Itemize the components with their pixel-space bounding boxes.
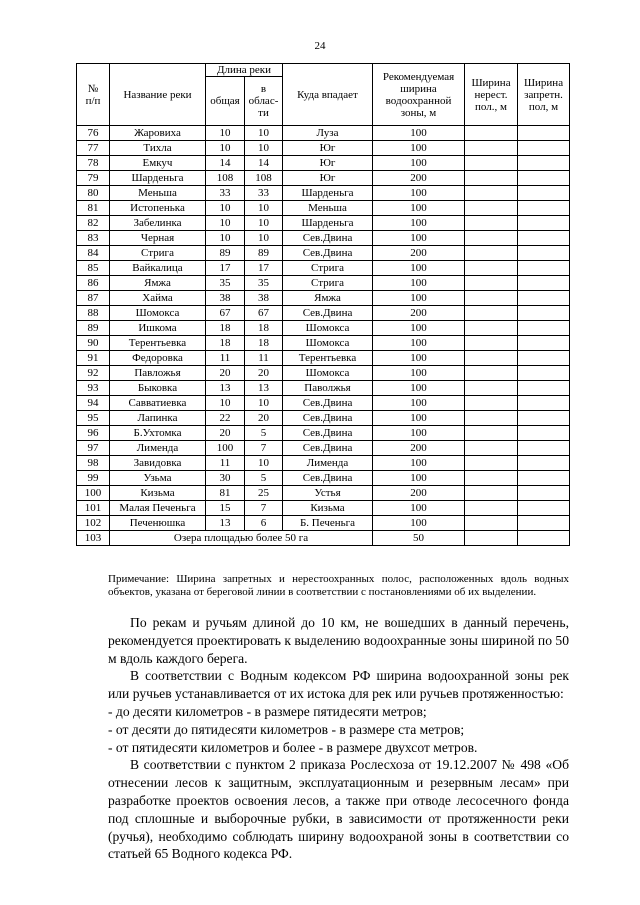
river-name: Черная [110,231,206,246]
width-forbidden [518,531,570,546]
recommended-zone: 100 [373,216,465,231]
recommended-zone: 100 [373,141,465,156]
width-forbidden [518,366,570,381]
flows-into: Шомокса [283,366,373,381]
width-forbidden [518,231,570,246]
width-nonlog [465,276,518,291]
width-nonlog [465,171,518,186]
flows-into: Луза [283,126,373,141]
recommended-zone: 100 [373,186,465,201]
row-number: 83 [77,231,110,246]
length-total: 10 [206,126,245,141]
table-row [77,321,570,336]
length-total: 10 [206,216,245,231]
recommended-zone: 100 [373,501,465,516]
river-name: Хайма [110,291,206,306]
flows-into: Ямжа [283,291,373,306]
river-name: Павложья [110,366,206,381]
row-number: 99 [77,471,110,486]
row-number: 81 [77,201,110,216]
width-nonlog [465,186,518,201]
length-region: 11 [245,351,283,366]
recommended-zone: 200 [373,486,465,501]
row-number: 86 [77,276,110,291]
flows-into: Сев.Двина [283,306,373,321]
length-total: 10 [206,396,245,411]
length-region: 89 [245,246,283,261]
length-region: 10 [245,216,283,231]
width-nonlog [465,156,518,171]
recommended-zone: 100 [373,456,465,471]
width-forbidden [518,306,570,321]
width-forbidden [518,216,570,231]
flows-into: Сев.Двина [283,246,373,261]
table-row [77,411,570,426]
recommended-zone: 200 [373,171,465,186]
river-name: Узьма [110,471,206,486]
river-name: Жаровиха [110,126,206,141]
length-region: 67 [245,306,283,321]
list-item: - до десяти километров - в размере пятидесяти метров; [108,703,427,719]
width-nonlog [465,321,518,336]
length-total: 89 [206,246,245,261]
length-total: 20 [206,426,245,441]
width-nonlog [465,201,518,216]
table-row [77,216,570,231]
paragraph: В соответствии с пунктом 2 приказа Рослесхоза от 19.12.2007 № 498 «Об отнесении лесов к защитным, эксплуатационным и резервным лесам» при разработке проектов освоения лесов, а также при отводе лесосечного фонда под сплошные и выборочные рубки, в зависимости от протяженности реки (ручья), необходимо соблюдать ширину водоохраной зоны в соответствии со статьей 65 Водного кодекса РФ. [108,757,569,862]
length-total: 13 [206,381,245,396]
recommended-zone: 100 [373,231,465,246]
row-number: 98 [77,456,110,471]
recommended-zone: 100 [373,336,465,351]
length-region: 10 [245,231,283,246]
recommended-zone: 100 [373,126,465,141]
river-name: Шомокса [110,306,206,321]
recommended-zone: 100 [373,516,465,531]
flows-into: Шомокса [283,321,373,336]
recommended-zone: 200 [373,246,465,261]
list-item: - от пятидесяти километров и более - в размере двухсот метров. [108,739,478,755]
table-row [77,366,570,381]
length-region: 38 [245,291,283,306]
length-total: 15 [206,501,245,516]
length-total: 18 [206,321,245,336]
row-number: 102 [77,516,110,531]
river-name: Вайкалица [110,261,206,276]
length-total: 108 [206,171,245,186]
table-row [77,336,570,351]
row-number: 100 [77,486,110,501]
width-nonlog [465,516,518,531]
lakes-label: Озера площадью более 50 га [110,531,373,546]
recommended-zone: 200 [373,441,465,456]
length-region: 10 [245,141,283,156]
header-width-forbidden: Ширина запретн. пол, м [518,64,570,126]
length-total: 10 [206,231,245,246]
length-total: 10 [206,141,245,156]
width-forbidden [518,156,570,171]
length-region: 17 [245,261,283,276]
width-nonlog [465,246,518,261]
table-row [77,516,570,531]
river-name: Малая Печеньга [110,501,206,516]
header-length: Длина реки [206,64,283,77]
header-length-region: в облас-ти [245,77,283,126]
river-name: Тихла [110,141,206,156]
length-region: 6 [245,516,283,531]
row-number: 93 [77,381,110,396]
table-row [77,351,570,366]
header-outflow: Куда впадает [283,64,373,126]
recommended-zone: 100 [373,426,465,441]
recommended-zone: 100 [373,201,465,216]
recommended-zone: 100 [373,261,465,276]
width-nonlog [465,486,518,501]
recommended-zone: 100 [373,396,465,411]
width-forbidden [518,516,570,531]
length-region: 20 [245,411,283,426]
river-name: Забелинка [110,216,206,231]
width-nonlog [465,456,518,471]
length-region: 14 [245,156,283,171]
flows-into: Стрига [283,261,373,276]
table-row [77,441,570,456]
width-nonlog [465,531,518,546]
width-forbidden [518,336,570,351]
row-number: 92 [77,366,110,381]
width-forbidden [518,486,570,501]
length-region: 108 [245,171,283,186]
length-region: 35 [245,276,283,291]
table-body [77,126,570,546]
table-row [77,126,570,141]
river-name: Б.Ухтомка [110,426,206,441]
length-region: 20 [245,366,283,381]
flows-into: Сев.Двина [283,396,373,411]
length-region: 10 [245,456,283,471]
width-forbidden [518,261,570,276]
length-region: 10 [245,126,283,141]
length-region: 7 [245,501,283,516]
row-number: 103 [77,531,110,546]
table-row [77,456,570,471]
list-item: - от десяти до пятидесяти километров - в размере ста метров; [108,721,465,737]
row-number: 90 [77,336,110,351]
width-forbidden [518,351,570,366]
flows-into: Сев.Двина [283,231,373,246]
river-name: Ишкома [110,321,206,336]
body-text [108,614,569,863]
table-row [77,486,570,501]
row-number: 97 [77,441,110,456]
row-number: 91 [77,351,110,366]
table-row [77,291,570,306]
length-region: 33 [245,186,283,201]
length-region: 13 [245,381,283,396]
table-row [77,306,570,321]
row-number: 77 [77,141,110,156]
river-name: Федоровка [110,351,206,366]
length-total: 11 [206,456,245,471]
river-name: Лименда [110,441,206,456]
river-name: Савватиевка [110,396,206,411]
flows-into: Юг [283,156,373,171]
length-total: 81 [206,486,245,501]
flows-into: Паволжья [283,381,373,396]
row-number: 76 [77,126,110,141]
length-total: 13 [206,516,245,531]
length-region: 18 [245,321,283,336]
width-forbidden [518,501,570,516]
flows-into: Устья [283,486,373,501]
width-nonlog [465,501,518,516]
width-nonlog [465,216,518,231]
river-name: Ямжа [110,276,206,291]
width-forbidden [518,426,570,441]
river-name: Быковка [110,381,206,396]
header-length-total: общая [206,77,245,126]
width-forbidden [518,141,570,156]
header-name: Название реки [110,64,206,126]
row-number: 101 [77,501,110,516]
table-row [77,186,570,201]
width-nonlog [465,336,518,351]
length-region: 10 [245,201,283,216]
width-nonlog [465,381,518,396]
page-number: 24 [314,40,326,52]
width-forbidden [518,171,570,186]
length-region: 7 [245,441,283,456]
row-number: 87 [77,291,110,306]
length-total: 18 [206,336,245,351]
flows-into: Сев.Двина [283,441,373,456]
river-name: Истопенька [110,201,206,216]
width-nonlog [465,366,518,381]
length-total: 10 [206,201,245,216]
width-nonlog [465,126,518,141]
length-region: 10 [245,396,283,411]
width-forbidden [518,186,570,201]
width-nonlog [465,441,518,456]
length-total: 100 [206,441,245,456]
recommended-zone: 200 [373,306,465,321]
recommended-zone: 100 [373,411,465,426]
width-nonlog [465,291,518,306]
flows-into: Сев.Двина [283,411,373,426]
table-row [77,156,570,171]
row-number: 88 [77,306,110,321]
width-nonlog [465,306,518,321]
river-name: Шарденьга [110,171,206,186]
table-note: Примечание: Ширина запретных и нерестоохранных полос, расположенных вдоль водных объектов, указана от береговой линии в соответствии с постановлениями об их выделении. [108,573,569,598]
length-region: 25 [245,486,283,501]
flows-into: Стрига [283,276,373,291]
river-name: Завидовка [110,456,206,471]
river-name: Печенюшка [110,516,206,531]
row-number: 84 [77,246,110,261]
length-total: 35 [206,276,245,291]
flows-into: Б. Печеньга [283,516,373,531]
row-number: 89 [77,321,110,336]
width-nonlog [465,231,518,246]
row-number: 78 [77,156,110,171]
row-number: 94 [77,396,110,411]
table-row [77,246,570,261]
header-width-nonlog: Ширина нерест. пол., м [465,64,518,126]
table-row [77,201,570,216]
table-row [77,261,570,276]
width-forbidden [518,396,570,411]
paragraph: В соответствии с Водным кодексом РФ ширина водоохранной зоны рек или ручьев устанавливается от их истока для рек или ручьев протяженностью: [108,668,569,702]
width-nonlog [465,411,518,426]
table-row [77,231,570,246]
flows-into: Меньша [283,201,373,216]
table-row [77,471,570,486]
flows-into: Шомокса [283,336,373,351]
width-nonlog [465,351,518,366]
width-forbidden [518,276,570,291]
rivers-table [76,63,570,546]
river-name: Стрига [110,246,206,261]
table-row [77,396,570,411]
flows-into: Кизьма [283,501,373,516]
width-forbidden [518,291,570,306]
recommended-zone: 100 [373,156,465,171]
row-number: 80 [77,186,110,201]
table-row [77,141,570,156]
recommended-zone: 100 [373,351,465,366]
row-number: 85 [77,261,110,276]
length-total: 11 [206,351,245,366]
width-nonlog [465,141,518,156]
recommended-zone: 100 [373,471,465,486]
recommended-zone: 50 [373,531,465,546]
flows-into: Терентьевка [283,351,373,366]
row-number: 82 [77,216,110,231]
recommended-zone: 100 [373,321,465,336]
width-forbidden [518,381,570,396]
width-forbidden [518,321,570,336]
width-forbidden [518,441,570,456]
length-total: 14 [206,156,245,171]
width-forbidden [518,246,570,261]
width-forbidden [518,471,570,486]
row-number: 96 [77,426,110,441]
river-name: Терентьевка [110,336,206,351]
flows-into: Юг [283,171,373,186]
length-region: 5 [245,471,283,486]
width-forbidden [518,456,570,471]
paragraph: По рекам и ручьям длиной до 10 км, не вошедших в данный перечень, рекомендуется проектировать к выделению водоохранные зоны шириной по 50 м вдоль каждого берега. [108,615,569,666]
flows-into: Сев.Двина [283,426,373,441]
length-total: 67 [206,306,245,321]
recommended-zone: 100 [373,366,465,381]
table-row [77,531,570,546]
header-recommended: Рекомендуемая ширина водоохранной зоны, м [373,64,465,126]
width-forbidden [518,201,570,216]
river-name: Лапинка [110,411,206,426]
length-total: 30 [206,471,245,486]
recommended-zone: 100 [373,291,465,306]
flows-into: Шарденьга [283,216,373,231]
table-row [77,501,570,516]
width-nonlog [465,396,518,411]
row-number: 79 [77,171,110,186]
table-row [77,171,570,186]
length-region: 18 [245,336,283,351]
recommended-zone: 100 [373,276,465,291]
header-num: № п/п [77,64,110,126]
table-row [77,426,570,441]
length-total: 20 [206,366,245,381]
length-total: 22 [206,411,245,426]
width-forbidden [518,411,570,426]
flows-into: Сев.Двина [283,471,373,486]
river-name: Емкуч [110,156,206,171]
flows-into: Лименда [283,456,373,471]
width-nonlog [465,426,518,441]
table-row [77,381,570,396]
row-number: 95 [77,411,110,426]
flows-into: Шарденьга [283,186,373,201]
recommended-zone: 100 [373,381,465,396]
length-total: 38 [206,291,245,306]
river-name: Меньша [110,186,206,201]
length-total: 33 [206,186,245,201]
length-region: 5 [245,426,283,441]
width-forbidden [518,126,570,141]
flows-into: Юг [283,141,373,156]
table-row [77,276,570,291]
width-nonlog [465,261,518,276]
river-name: Кизьма [110,486,206,501]
width-nonlog [465,471,518,486]
length-total: 17 [206,261,245,276]
